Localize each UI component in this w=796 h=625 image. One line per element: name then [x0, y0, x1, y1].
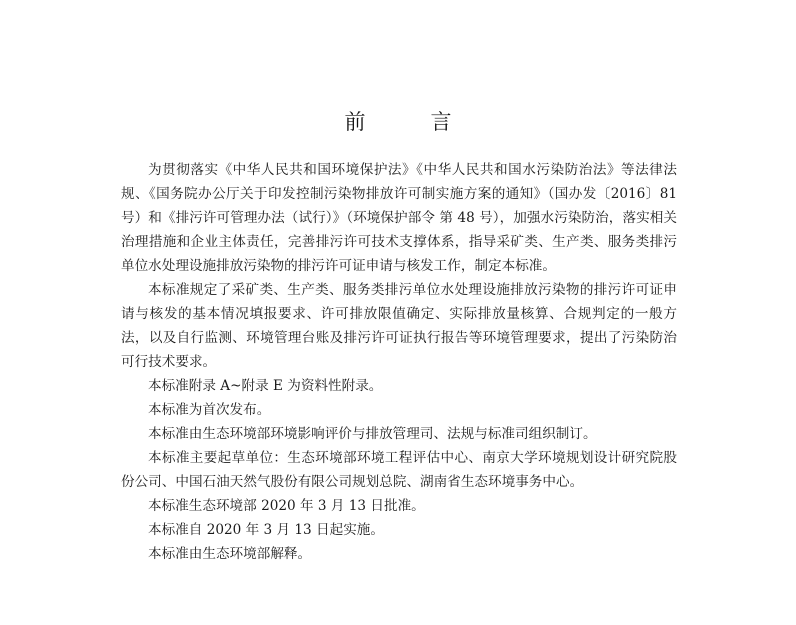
paragraph-organizer: 本标准由生态环境部环境影响评价与排放管理司、法规与标准司组织制订。: [148, 426, 597, 442]
paragraph-appendix: 本标准附录 A~附录 E 为资料性附录。: [148, 378, 383, 394]
paragraph-first-release: 本标准为首次发布。: [148, 402, 271, 418]
paragraph-approval-date: 本标准生态环境部 2020 年 3 月 13 日批准。: [148, 498, 425, 514]
page-title: 前 言: [344, 110, 474, 134]
document-body: [121, 158, 677, 566]
paragraph-scope: 本标准规定了采矿类、生产类、服务类排污单位水处理设施排放污染物的排污许可证申请与核发的基本情况填报要求、许可排放限值确定、实际排放量核算、合规判定的一般方法，以及自行监测、环境管理台账及排污许可证执行报告等环境管理要求，提出了污染防治可行技术要求。: [121, 282, 677, 370]
paragraph-drafting-units: 本标准主要起草单位：生态环境部环境工程评估中心、南京大学环境规划设计研究院股份公司、中国石油天然气股份有限公司规划总院、湖南省生态环境事务中心。: [121, 450, 677, 490]
paragraph-interpretation: 本标准由生态环境部解释。: [148, 546, 312, 562]
paragraph-purpose: 为贯彻落实《中华人民共和国环境保护法》《中华人民共和国水污染防治法》等法律法规、《国务院办公厅关于印发控制污染物排放许可制实施方案的通知》（国办发〔2016〕81号）和《排污许可管理办法（试行）》（环境保护部令 第 48 号），加强水污染防治，落实相关治理措施和企业主体责任，完善排污许可技术支撑体系，指导采矿类、生产类、服务类排污单位水处理设施排放污染物的排污许可证申请与核发工作，制定本标准。: [121, 162, 677, 274]
paragraph-effective-date: 本标准自 2020 年 3 月 13 日起实施。: [148, 522, 384, 538]
